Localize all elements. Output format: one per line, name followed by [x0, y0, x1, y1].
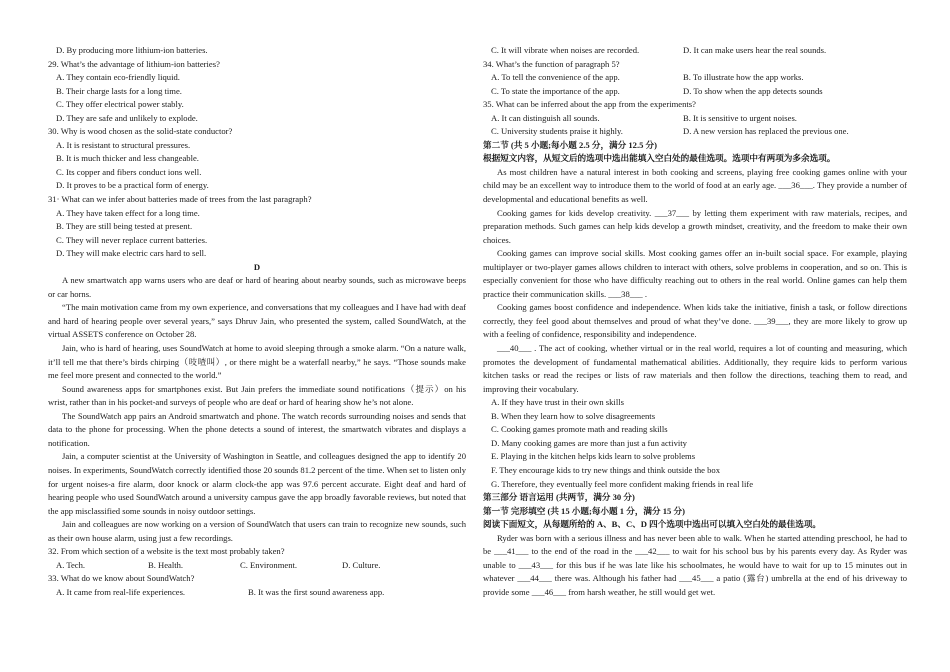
q33-option-c: C. It will vibrate when noises are recorded. — [491, 45, 640, 55]
q29-option-b: B. Their charge lasts for a long time. — [56, 85, 182, 96]
section-1-title: 第一节 完形填空 (共 15 小题;每小题 1 分，满分 15 分) — [483, 505, 685, 516]
passage-d-paragraph-7: Jain and colleagues are now working on a version of SoundWatch that users can train to recognize new sounds, such as their own house alarm, using just a few recordings. — [48, 519, 466, 543]
q34-option-a: A. To tell the convenience of the app. — [491, 72, 620, 83]
q29-option-c: C. They offer electrical power stably. — [56, 99, 184, 110]
q35-option-a: A. It can distinguish all sounds. — [491, 112, 600, 123]
gap-option-b: B. When they learn how to solve disagreements — [491, 410, 656, 421]
passage-d-paragraph-2: “The main motivation came from my own experience, and conversations that my colleagues and I have had with deaf and hard of hearing people over several years,” says Dhruv Jain, who presented the system, called SoundWatch, at the virtual ASSETS conference on October 28. — [48, 302, 467, 340]
question-29: 29. What’s the advantage of lithium-ion batteries? — [48, 58, 220, 69]
q32-option-d: D. Culture. — [342, 559, 381, 570]
passage-d-paragraph-3: Jain, who is hard of hearing, uses SoundWatch at home to avoid sleeping through a smoke alarm. “On a nature walk, it’ll tell me that there’s birds chirping（吱喳叫）, or there might be a waterfall nearby,” he says. “Those sounds make me feel more present and connected to the world.” — [48, 343, 466, 381]
question-32: 32. From which section of a website is the text most probably taken? — [48, 546, 285, 557]
q34-option-b: B. To illustrate how the app works. — [683, 72, 804, 83]
cooking-paragraph-3: Cooking games can improve social skills. Most cooking games offer an in-built social space. For example, playing multiplayer or two-player games allows children to interact with others, solve problems in cooperation, and so on. This is especially convenient for those who have difficulty reaching out to others in the real world. Online games can help them practice their communication skills. ___38___ . — [483, 248, 907, 299]
q33-options-ab — [48, 586, 466, 600]
passage-d-paragraph-1: A new smartwatch app warns users who are deaf or hard of hearing about nearby sounds, such as microwave beeps or car horns. — [48, 275, 466, 299]
section-2-instructions: 根据短文内容，从短文后的选项中选出能填入空白处的最佳选项。选项中有两项为多余选项。 — [483, 153, 836, 164]
q34-options-cd — [483, 85, 907, 99]
question-33: 33. What do we know about SoundWatch? — [48, 573, 195, 584]
q32-options — [48, 559, 466, 573]
gap-option-e: E. Playing in the kitchen helps kids learn to solve problems — [491, 451, 696, 462]
q32-option-c: C. Environment. — [240, 559, 298, 570]
q33-options-cd — [483, 44, 907, 58]
cooking-paragraph-1: As most children have a natural interest in both cooking and screens, playing free cooking games online with your child may be an excellent way to introduce them to the world of food at an early age. ___36___. They provide a number of developmental and educational benefits as well. — [483, 166, 907, 205]
cooking-paragraph-4: Cooking games boost confidence and independence. When kids take the initiative, finish a task, or follow directions correctly, they feel good about themselves and proud of what they’ve done. ___39___, they are more likely to grow up with a feeling of confidence, responsibility and independence. — [483, 302, 907, 340]
q28-option-d: D. By producing more lithium-ion batteries. — [56, 45, 208, 55]
q31-option-b: B. They are still being tested at present. — [56, 221, 193, 232]
question-30: 30. Why is wood chosen as the solid-state conductor? — [48, 126, 233, 137]
q35-options-ab — [483, 112, 907, 126]
q33-option-d: D. It can make users hear the real sounds. — [683, 45, 827, 55]
section-1-instructions: 阅读下面短文，从每题所给的 A、B、C、D 四个选项中选出可以填入空白处的最佳选项。 — [483, 519, 822, 530]
cooking-paragraph-2: Cooking games for kids develop creativity. ___37___ by letting them experiment with raw materials, recipes, and preparation methods. Such games can help kids develop a growth mindset, creativity, and the freedom to make their own choices. — [483, 207, 907, 245]
passage-d-paragraph-6: Jain, a computer scientist at the University of Washington in Seattle, and colleagues designed the app to identify 20 noises. In experiments, SoundWatch correctly identified those 20 sounds 81.2 percent of the time. When set to listen only for urgent noises-a fire alarm, door knock or alarm clock-the app was 97.6 percent accurate. Eight deaf and hard of hearing people who used SoundWatch around a university campus gave the app broadly favorable reviews, but noted that the app misclassified some sounds in noisy outdoor settings. — [48, 451, 466, 516]
q30-option-b: B. It is much thicker and less changeable. — [56, 153, 199, 164]
cooking-paragraph-5: ___40___ . The act of cooking, whether virtual or in the real world, requires a lot of counting and measuring, which promotes the development of fundamental mathematical abilities. Additionally, they require kids to perform various kitchen tasks or read the recipes or lists of raw materials and then follow the directions, teaching them to read, and improving their vocabulary. — [483, 343, 907, 394]
cloze-passage: Ryder was born with a serious illness and has never been able to walk. When he started attending preschool, he had to be ___41___ to the end of the road in the ___42___ to wait for his school bus by his parents every day. As Ryder was unable to ___43___ for this bus if he was late like his schoolmates, he would have to wait for up to 15 minutes out in whatever ___44___ there was. Although his father had ___45___ a patio (露台) umbrella at the end of his driveway to provide some ___46___ from harsh weather, he still would get wet. — [483, 532, 907, 597]
q33-option-b: B. It was the first sound awareness app. — [248, 586, 385, 597]
gap-option-d: D. Many cooking games are more than just a fun activity — [491, 437, 687, 448]
passage-d-paragraph-4: Sound awareness apps for smartphones exist. But Jain prefers the immediate sound notifications（提示）on his wrist, rather than in his pocket-and surveys of people who are deaf or hard of hearing show he’s not alone. — [48, 383, 466, 408]
section-d-heading: D — [253, 261, 261, 272]
right-column — [483, 44, 907, 599]
q31-option-d: D. They will make electric cars hard to sell. — [56, 248, 207, 259]
q29-option-d: D. They are safe and unlikely to explode. — [56, 112, 198, 123]
q34-option-c: C. To state the importance of the app. — [491, 85, 620, 96]
left-column — [48, 44, 466, 599]
gap-option-c: C. Cooking games promote math and reading skills — [491, 424, 668, 435]
q35-option-c: C. University students praise it highly. — [491, 126, 623, 137]
q33-option-a: A. It came from real-life experiences. — [56, 586, 186, 597]
q29-option-a: A. They contain eco-friendly liquid. — [56, 72, 180, 83]
section-2-title: 第二节 (共 5 小题;每小题 2.5 分，满分 12.5 分) — [483, 139, 658, 150]
passage-d-paragraph-5: The SoundWatch app pairs an Android smartwatch and phone. The watch records surrounding noises and sends that data to the phone for processing. When the phone detects a sound of interest, the smartwatch vibrates and displays a notification. — [48, 410, 466, 448]
q30-option-d: D. It proves to be a practical form of energy. — [56, 180, 209, 191]
q34-options-ab — [483, 71, 907, 85]
gap-option-a: A. If they have trust in their own skills — [491, 397, 624, 408]
q35-option-d: D. A new version has replaced the previous one. — [683, 126, 849, 137]
question-34: 34. What’s the function of paragraph 5? — [483, 58, 620, 69]
q31-option-a: A. They have taken effect for a long time. — [56, 207, 200, 218]
gap-option-f: F. They encourage kids to try new things and think outside the box — [491, 464, 721, 475]
q35-options-cd — [483, 125, 907, 139]
part-3-title: 第三部分 语言运用 (共两节，满分 30 分) — [483, 492, 635, 503]
q32-option-b: B. Health. — [148, 559, 184, 570]
gap-option-g: G. Therefore, they eventually feel more confident making friends in real life — [491, 478, 754, 489]
question-35: 35. What can be inferred about the app from the experiments? — [483, 99, 696, 110]
q32-option-a: A. Tech. — [56, 559, 86, 570]
q31-option-c: C. They will never replace current batteries. — [56, 234, 208, 245]
q30-option-c: C. Its copper and fibers conduct ions well. — [56, 166, 202, 177]
q30-option-a: A. It is resistant to structural pressures. — [56, 139, 191, 150]
q34-option-d: D. To show when the app detects sounds — [683, 85, 823, 96]
question-31: 31· What can we infer about batteries made of trees from the last paragraph? — [48, 194, 312, 205]
q35-option-b: B. It is sensitive to urgent noises. — [683, 112, 797, 123]
